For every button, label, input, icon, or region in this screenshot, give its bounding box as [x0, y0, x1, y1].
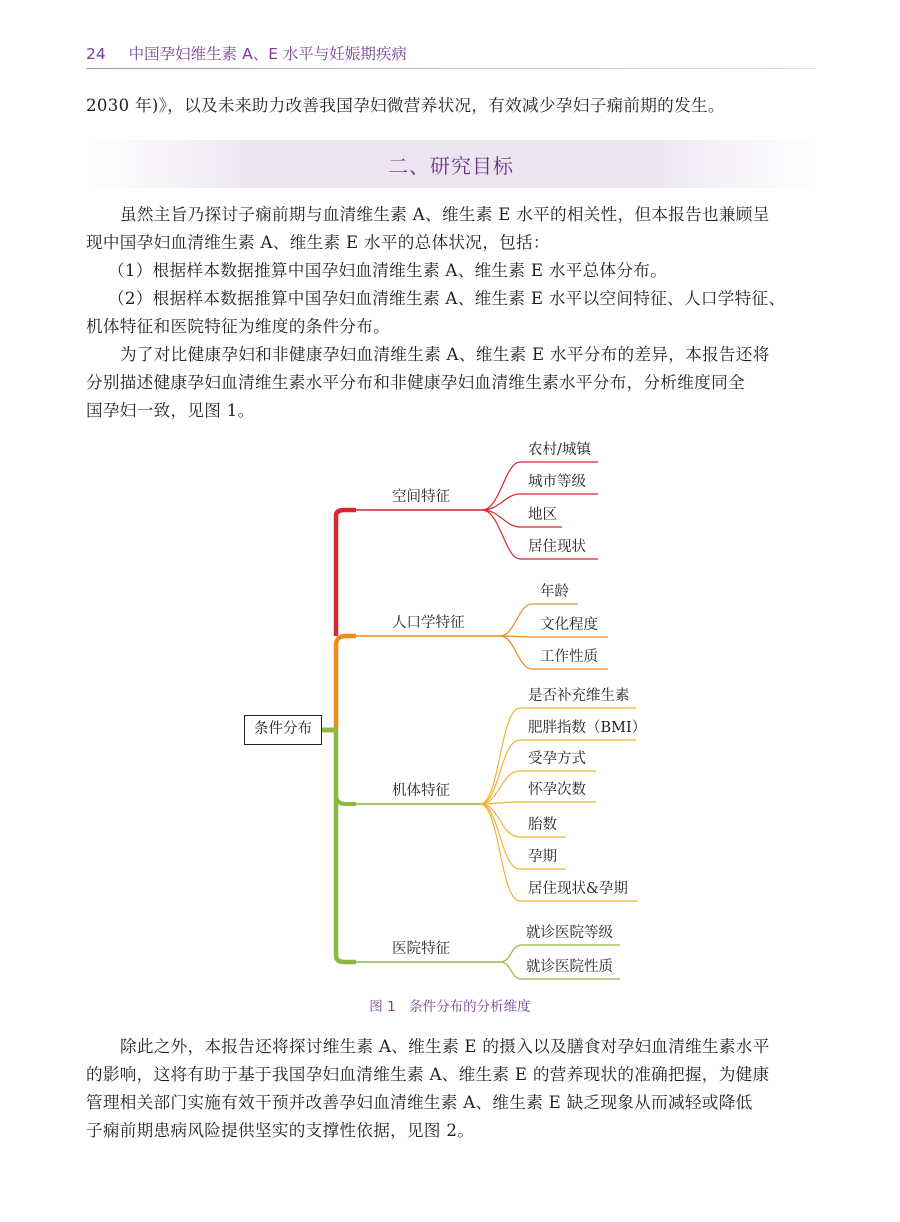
leaf-label: 居住现状: [528, 539, 586, 555]
leaf-label: 孕期: [528, 849, 557, 865]
branch-label-spatial: 空间特征: [392, 489, 450, 505]
branch-label-demographic: 人口学特征: [392, 615, 465, 631]
leaf-label: 居住现状&孕期: [528, 881, 628, 897]
text-line: 现中国孕妇血清维生素 A、维生素 E 水平的总体状况，包括：: [86, 233, 550, 252]
text-line: 除此之外，本报告还将探讨维生素 A、维生素 E 的摄入以及膳食对孕妇血清维生素水平: [120, 1037, 770, 1056]
leaf-label: 是否补充维生素: [528, 688, 630, 704]
book-title: 中国孕妇维生素 A、E 水平与妊娠期疾病: [128, 45, 407, 63]
text-line: 的影响，这将有助于基于我国孕妇血清维生素 A、维生素 E 的营养现状的准确把握，为健康: [86, 1065, 770, 1084]
body-trunk-branch: [336, 795, 356, 804]
leaf-label: 胎数: [528, 817, 557, 833]
list-item-2-line: 机体特征和医院特征为维度的条件分布。: [86, 317, 391, 336]
page-number: 24: [86, 45, 106, 63]
text-line: 子痫前期患病风险提供坚实的支撑性依据，见图 2。: [86, 1121, 475, 1140]
leaf-label: 农村/城镇: [528, 442, 591, 458]
list-item-1: （1）根据样本数据推算中国孕妇血清维生素 A、维生素 E 水平总体分布。: [108, 261, 668, 280]
leaf-label: 就诊医院等级: [526, 925, 613, 941]
leaf-label: 地区: [528, 507, 557, 523]
leaf-label: 受孕方式: [528, 751, 586, 767]
paragraph-closing: [86, 1033, 816, 1145]
demographic-trunk: [336, 636, 356, 730]
section-title: 二、研究目标: [388, 154, 514, 178]
text-line: 管理相关部门实施有效干预并改善孕妇血清维生素 A、维生素 E 缺乏现象从而减轻或降低: [86, 1093, 753, 1112]
figure-caption: 图 1 条件分布的分析维度: [369, 999, 531, 1015]
text-line: 为了对比健康孕妇和非健康孕妇血清维生素 A、维生素 E 水平分布的差异，本报告还将: [120, 345, 770, 364]
text-line: 国孕妇一致，见图 1。: [86, 401, 255, 420]
leaf-label: 就诊医院性质: [526, 959, 613, 975]
branch-label-hospital: 医院特征: [392, 941, 450, 957]
body-hospital-trunk: [336, 728, 356, 962]
branch-label-body: 机体特征: [392, 783, 450, 799]
leaf-label: 年龄: [540, 584, 569, 600]
list-item-2-line: （2）根据样本数据推算中国孕妇血清维生素 A、维生素 E 水平以空间特征、人口学特征、: [108, 289, 786, 308]
leaf-label: 怀孕次数: [528, 782, 586, 798]
intro-line: 2030 年)》，以及未来助力改善我国孕妇微营养状况，有效减少孕妇子痫前期的发生。: [86, 96, 725, 115]
mindmap-root: 条件分布: [244, 715, 322, 745]
leaf-label: 城市等级: [528, 474, 586, 490]
text-line: 虽然主旨乃探讨子痫前期与血清维生素 A、维生素 E 水平的相关性，但本报告也兼顾呈: [120, 205, 770, 224]
leaf-label: 工作性质: [540, 649, 598, 665]
text-line: 分别描述健康孕妇血清维生素水平分布和非健康孕妇血清维生素水平分布，分析维度同全: [86, 373, 745, 392]
leaf-label: 文化程度: [540, 617, 598, 633]
leaf-label: 肥胖指数（BMI）: [528, 720, 647, 736]
spatial-trunk: [336, 510, 356, 636]
